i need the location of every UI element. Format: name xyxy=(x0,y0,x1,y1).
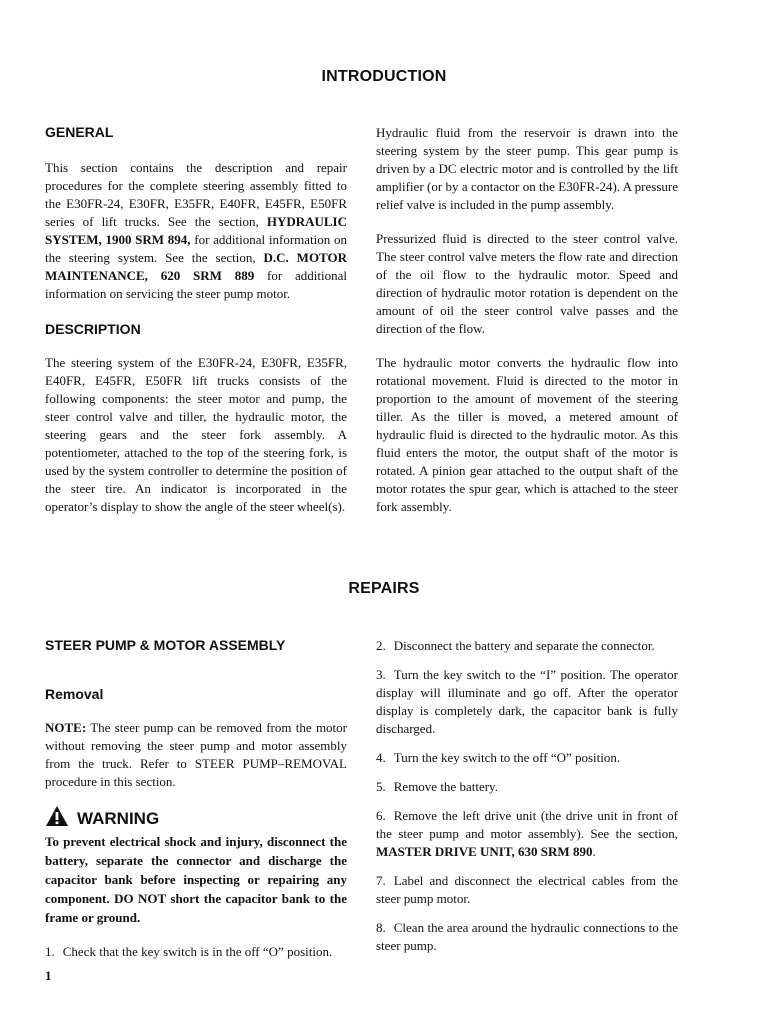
step-2: 2. Disconnect the battery and separate the connector. xyxy=(376,638,655,653)
warning-title: WARNING xyxy=(77,808,160,828)
warning-text: To prevent electrical shock and injury, disconnect the battery, separate the connector and discharge the capacitor bank before inspecting or repairing any component. DO NOT short the capacitor bank to the frame or ground. xyxy=(45,834,347,925)
hydraulic-system-ref: HYDRAULIC SYSTEM, 1900 SRM 894, xyxy=(45,214,347,247)
removal-heading: Removal xyxy=(45,686,104,702)
reservoir-paragraph: Hydraulic fluid from the reservoir is drawn into the steering system by the steer pump. This gear pump is driven by a DC electric motor and is controlled by the lift amplifier (or by a contactor on the E30FR-24). A pressure relief valve is included in the pump assembly. xyxy=(376,125,678,212)
hydraulic-motor-paragraph: The hydraulic motor converts the hydraulic flow into rotational movement. Fluid is directed to the motor in proportion to the amount of movement of the steering tiller. As the tiller is moved, a metered amount of hydraulic fluid is directed to the hydraulic motor. As this fluid enters the motor, the output shaft of the motor is rotated. A pinion gear attached to the output shaft of the motor rotates the spur gear, which is attached to the steer fork assembly. xyxy=(376,355,678,514)
introduction-title: INTRODUCTION xyxy=(321,68,447,85)
general-heading: GENERAL xyxy=(45,124,114,140)
note-label: NOTE: xyxy=(45,720,87,735)
page-number: 1 xyxy=(45,968,52,983)
step-5: 5. Remove the battery. xyxy=(376,779,498,794)
general-paragraph: This section contains the description and repair procedures for the complete steering assembly fitted to the E30FR-24, E30FR, E35FR, E40FR, E45FR, E50FR series of lift trucks. See the section, HYDRAULIC SYSTEM, 1900 SRM 894, for additional information on the steering system. See the section, D.C. MOTOR MAINTENANCE, 620 SRM 889 for additional information on servicing the steer pump motor. xyxy=(45,160,347,301)
step-8: 8. Clean the area around the hydraulic connections to the steer pump. xyxy=(376,920,678,953)
repairs-right-column xyxy=(376,637,678,955)
description-heading: DESCRIPTION xyxy=(45,321,141,337)
warning-header xyxy=(45,805,347,832)
step-4: 4. Turn the key switch to the off “O” position. xyxy=(376,750,621,765)
repairs-left-column xyxy=(45,637,347,961)
step-6: 6. Remove the left drive unit (the drive unit in front of the steer pump and motor assembly). See the section, MASTER DRIVE UNIT, 630 SRM 890. xyxy=(376,808,678,859)
master-drive-unit-ref: MASTER DRIVE UNIT, 630 SRM 890 xyxy=(376,844,593,859)
warning-triangle-icon xyxy=(45,805,69,832)
repairs-title: REPAIRS xyxy=(348,580,420,597)
steer-valve-paragraph: Pressurized fluid is directed to the steer control valve. The steer control valve meters the flow rate and direction of the oil flow to the hydraulic motor. Speed and direction of hydraulic motor rotation is dependent on the amount of oil the steer control valve passes and the direction of the flow. xyxy=(376,231,678,336)
step-1: 1. Check that the key switch is in the off “O” position. xyxy=(45,944,333,959)
note-paragraph: NOTE: The steer pump can be removed from the motor without removing the steer pump and motor assembly from the truck. Refer to STEER PUMP–REMOVAL procedure in this section. xyxy=(45,720,347,789)
intro-left-column xyxy=(45,124,347,516)
steer-pump-motor-heading: STEER PUMP & MOTOR ASSEMBLY xyxy=(45,637,286,653)
description-paragraph: The steering system of the E30FR-24, E30FR, E35FR, E40FR, E45FR, E50FR lift trucks consists of the following components: the steer motor and pump, the steer control valve and tiller, the hydraulic motor, the steering gears and the steer fork assembly. A potentiometer, attached to the top of the steering fork, is used by the system controller to determine the position of the steer tire. An indicator is incorporated in the operator’s display to show the angle of the steer wheel(s). xyxy=(45,355,347,514)
intro-right-column xyxy=(376,124,678,516)
step-7: 7. Label and disconnect the electrical cables from the steer pump motor. xyxy=(376,873,678,906)
dc-motor-ref: D.C. MOTOR MAINTENANCE, 620 SRM 889 xyxy=(45,250,347,283)
step-3: 3. Turn the key switch to the “I” position. The operator display will illuminate and go off. After the operator display is completely dark, the capacitor bank is fully discharged. xyxy=(376,667,678,736)
